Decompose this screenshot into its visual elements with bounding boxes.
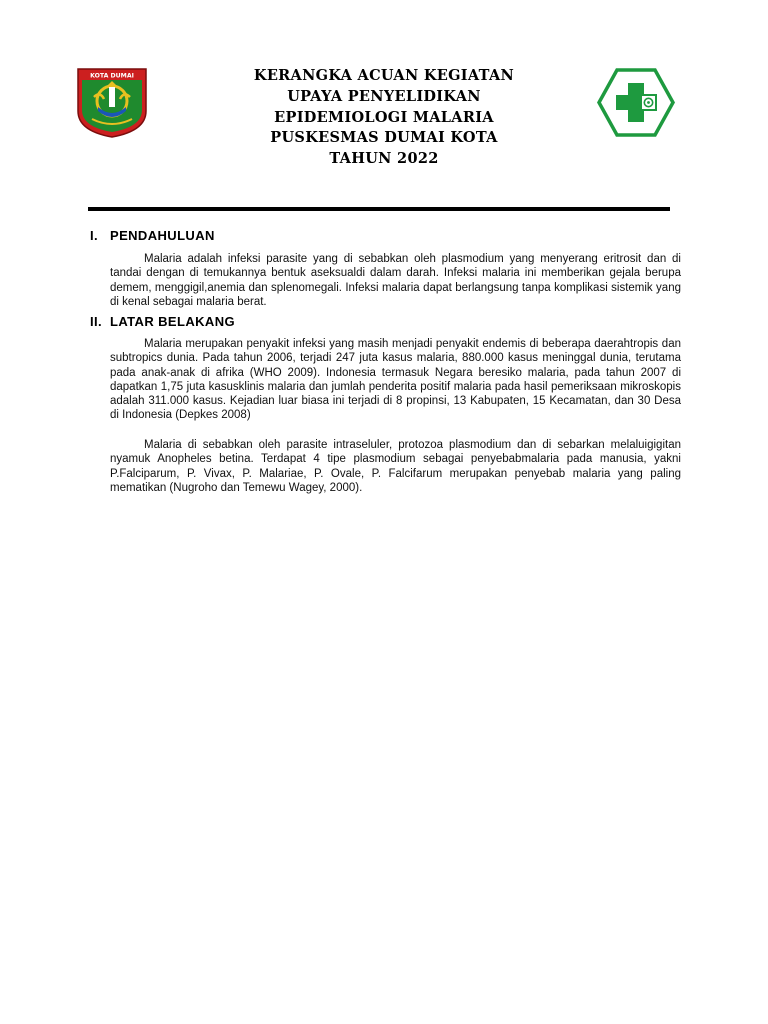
- section-title: LATAR BELAKANG: [110, 314, 235, 329]
- kota-dumai-emblem-icon: [76, 67, 148, 139]
- title-line-2: UPAYA PENYELIDIKAN: [287, 87, 481, 105]
- section-heading-latar-belakang: [90, 314, 235, 329]
- paragraph-latar-belakang-1: Malaria merupakan penyakit infeksi yang masih menjadi penyakit endemis di beberapa daerahtropis dan subtropics dunia. Pada tahun 2006, terjadi 247 juta kasus malaria, 880.000 kasus meninggal dunia, terutama pada anak-anak di afrika (WHO 2009). Indonesia termasuk Negara beresiko malaria, pada tahun 2007 di dapatkan 1,75 juta kasusklinis malaria dan jumlah penderita positif malaria pada hasil pemeriksaan mikroskopis adalah 311.000 kasus. Kejadian luar biasa ini terjadi di 8 propinsi, 13 Kabupaten, 15 Kecamatan, dan 30 Desa di Indonesia (Depkes 2008): [110, 338, 681, 422]
- section-number: I.: [90, 228, 99, 243]
- section-title: PENDAHULUAN: [110, 228, 215, 243]
- title-line-3: EPIDEMIOLOGI MALARIA: [274, 108, 494, 126]
- puskesmas-cross-logo-icon: [597, 68, 675, 137]
- title-line-4: PUSKESMAS DUMAI KOTA: [270, 129, 498, 147]
- title-line-1: KERANGKA ACUAN KEGIATAN: [253, 67, 515, 84]
- paragraph-latar-belakang-2: Malaria di sebabkan oleh parasite intraseluler, protozoa plasmodium dan di sebarkan melaluigigitan nyamuk Anopheles betina. Terdapat 4 tipe plasmodium sebagai penyebabmalaria pada manusia, yakni P.Falciparum, P. Vivax, P. Malariae, P. Ovale, P. Falcifarum merupakan penyebab malaria yang paling mematikan (Nugroho dan Temewu Wagey, 2000).: [110, 439, 681, 494]
- section-heading-pendahuluan: [90, 228, 215, 243]
- header-divider: [88, 207, 670, 211]
- section-number: II.: [90, 314, 103, 329]
- document-title: [224, 66, 544, 170]
- emblem-text: KOTA DUMAI: [90, 72, 134, 80]
- title-line-5: TAHUN 2022: [329, 150, 439, 168]
- paragraph-pendahuluan: Malaria adalah infeksi parasite yang di sebabkan oleh plasmodium yang menyerang eritrosit dan di tandai dengan di temukannya bentuk aseksualdi dalam darah. Infeksi malaria ini memberikan gejala berupa demem, menggigil,anemia dan splenomegali. Infeksi malaria dapat berlangsung tanpa komplikasi sistemik yang di kenal sebagai malaria berat.: [110, 253, 681, 308]
